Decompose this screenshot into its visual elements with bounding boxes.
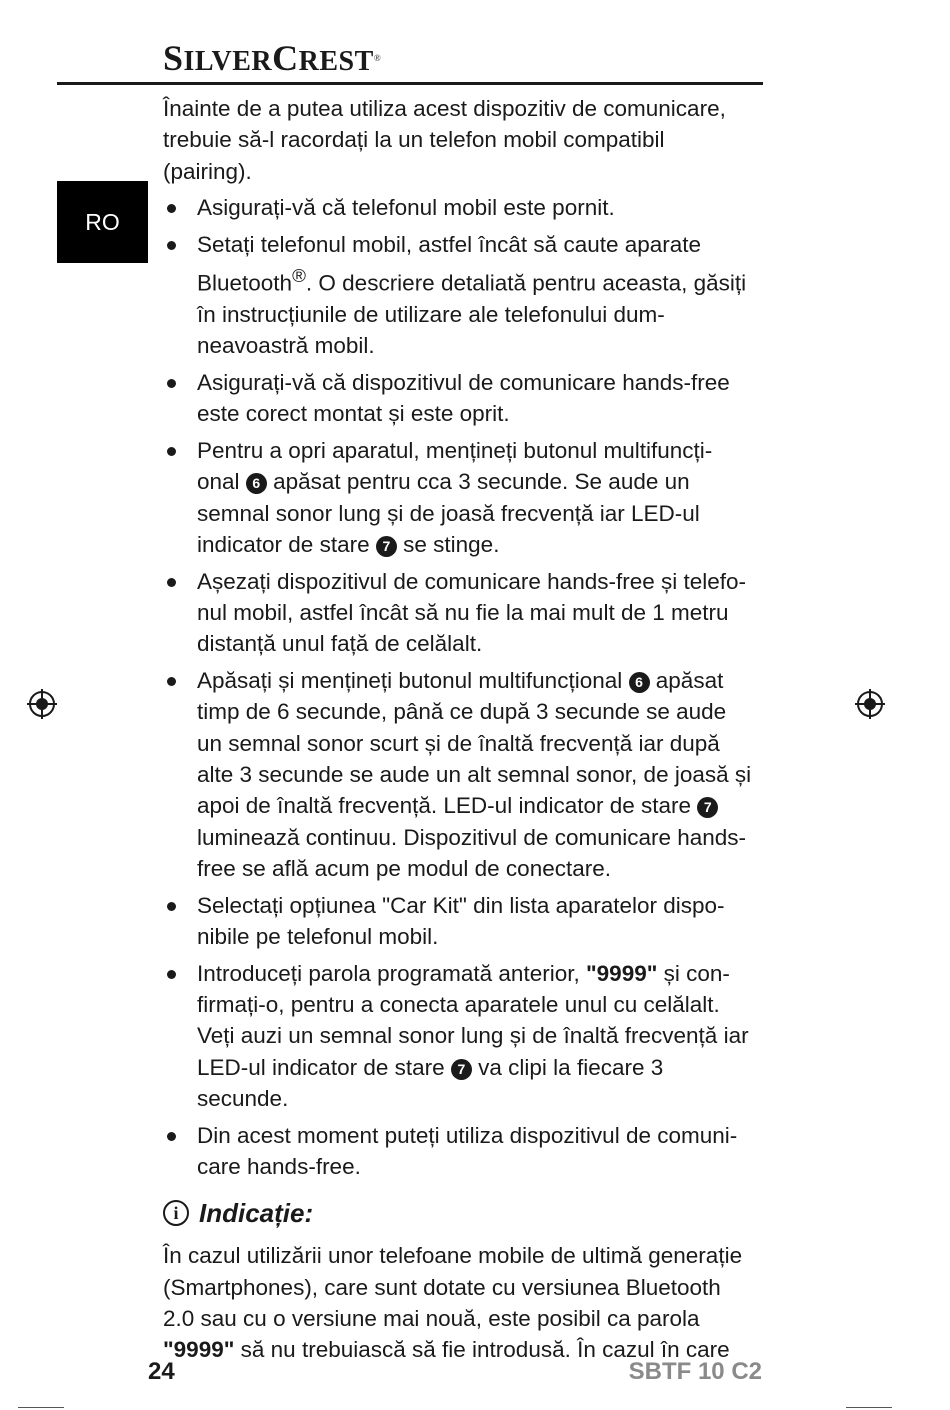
list-item: [163, 958, 753, 1114]
page-number: 24: [148, 1358, 175, 1385]
bullet-icon: [167, 677, 176, 686]
password-value: "9999": [586, 960, 658, 986]
step-text: Apăsați și mențineți butonul multifuncțional: [197, 668, 623, 694]
bullet-icon: [167, 902, 176, 911]
step-text: Din acest moment puteți utiliza dispozitivul de comuni-care hands-free.: [197, 1122, 738, 1179]
registration-mark-left-icon: [27, 689, 57, 719]
part-number-badge: 6: [246, 473, 267, 494]
brand-registered-mark: ®: [373, 53, 382, 63]
crop-mark-right: [846, 1407, 892, 1408]
bullet-icon: [167, 578, 176, 587]
step-text: Selectați opțiunea "Car Kit" din lista aparatelor dispo-nibile pe telefonul mobil.: [197, 892, 725, 949]
language-tab: RO: [57, 181, 148, 263]
step-text: Setați telefonul mobil, astfel încât să caute aparate Bluetooth: [197, 231, 702, 296]
part-number-badge: 7: [376, 536, 397, 557]
bullet-icon: [167, 379, 176, 388]
brand-large-s: S: [163, 38, 184, 78]
note-text: În cazul utilizării unor telefoane mobile de ultimă generație (Smartphones), care sunt dotate cu versiunea Bluetooth 2.0 sau cu o versiune mai nouă, este posibil ca parola: [163, 1243, 743, 1331]
brand-ilver: ILVER: [183, 46, 273, 77]
list-item: [163, 1120, 753, 1183]
step-text: Asigurați-vă că telefonul mobil este pornit.: [197, 194, 615, 220]
steps-list: [163, 192, 753, 1182]
info-icon: i: [163, 1200, 189, 1226]
registered-mark: ®: [292, 264, 306, 286]
step-text: Așezați dispozitivul de comunicare hands-free și telefo-nul mobil, astfel încât să nu fie la mai mult de 1 metru distanță unul față de celălalt.: [197, 568, 747, 657]
list-item: [163, 890, 753, 953]
part-number-badge: 6: [629, 672, 650, 693]
header-rule: [57, 82, 763, 85]
step-text: va clipi la fiecare 3 secunde.: [197, 1054, 664, 1111]
list-item: [163, 367, 753, 430]
step-text: apăsat pentru cca 3 secunde. Se aude un semnal sonor lung și de joasă frecvență iar LED-ul indicator de stare: [197, 469, 700, 557]
note-title: Indicație:: [199, 1198, 314, 1229]
brand-large-c: C: [272, 38, 299, 78]
registration-mark-right-icon: [855, 689, 885, 719]
bullet-icon: [167, 970, 176, 979]
brand-rest: REST: [298, 46, 374, 77]
bullet-icon: [167, 1132, 176, 1141]
part-number-badge: 7: [697, 797, 718, 818]
intro-paragraph: [163, 93, 753, 187]
crop-mark-left: [18, 1407, 64, 1408]
step-text: apăsat timp de 6 secunde, până ce după 3 secunde se aude un semnal sonor scurt și de înaltă frecvență iar după alte 3 secunde se aude un alt semnal sonor, de joasă și apoi de înaltă frecvență. LED-ul indicator de stare: [197, 668, 752, 819]
step-text: Asigurați-vă că dispozitivul de comunicare hands-free este corect montat și este oprit.: [197, 369, 730, 427]
step-text: luminează continuu. Dispozitivul de comunicare hands-free se află acum pe modul de conectare.: [197, 824, 747, 881]
main-content: [163, 93, 753, 1365]
step-text: Introduceți parola programată anterior,: [197, 960, 580, 986]
step-text: . O descriere detaliată pentru aceasta, găsiți în instrucțiunile de utilizare ale telefonului dum-neavoastră mobil.: [197, 270, 747, 359]
intro-text: Înainte de a putea utiliza acest dispozitiv de comunicare, trebuie să-l racordați la un telefon mobil compatibil (pairing).: [163, 96, 726, 184]
list-item: [163, 566, 753, 660]
list-item: [163, 229, 753, 362]
model-number: SBTF 10 C2: [628, 1358, 762, 1385]
step-text: și con-firmați-o, pentru a conecta aparatele unul cu celălalt. Veți auzi un semnal sonor lung și de înaltă frecvență iar LED-ul indicator de stare: [197, 960, 749, 1080]
note-body: [163, 1240, 753, 1365]
bullet-icon: [167, 241, 176, 250]
password-value: "9999": [163, 1337, 235, 1363]
brand-logo: [163, 40, 381, 80]
list-item: [163, 192, 753, 223]
part-number-badge: 7: [451, 1059, 472, 1080]
bullet-icon: [167, 204, 176, 213]
step-text: se stinge.: [403, 531, 500, 557]
step-text: Pentru a opri aparatul, mențineți butonul multifuncți-onal: [197, 437, 713, 495]
list-item: [163, 435, 753, 560]
note-text: să nu trebuiască să fie introdusă. În cazul în care: [240, 1337, 730, 1363]
note-heading: [163, 1196, 753, 1230]
bullet-icon: [167, 447, 176, 456]
list-item: [163, 665, 753, 884]
